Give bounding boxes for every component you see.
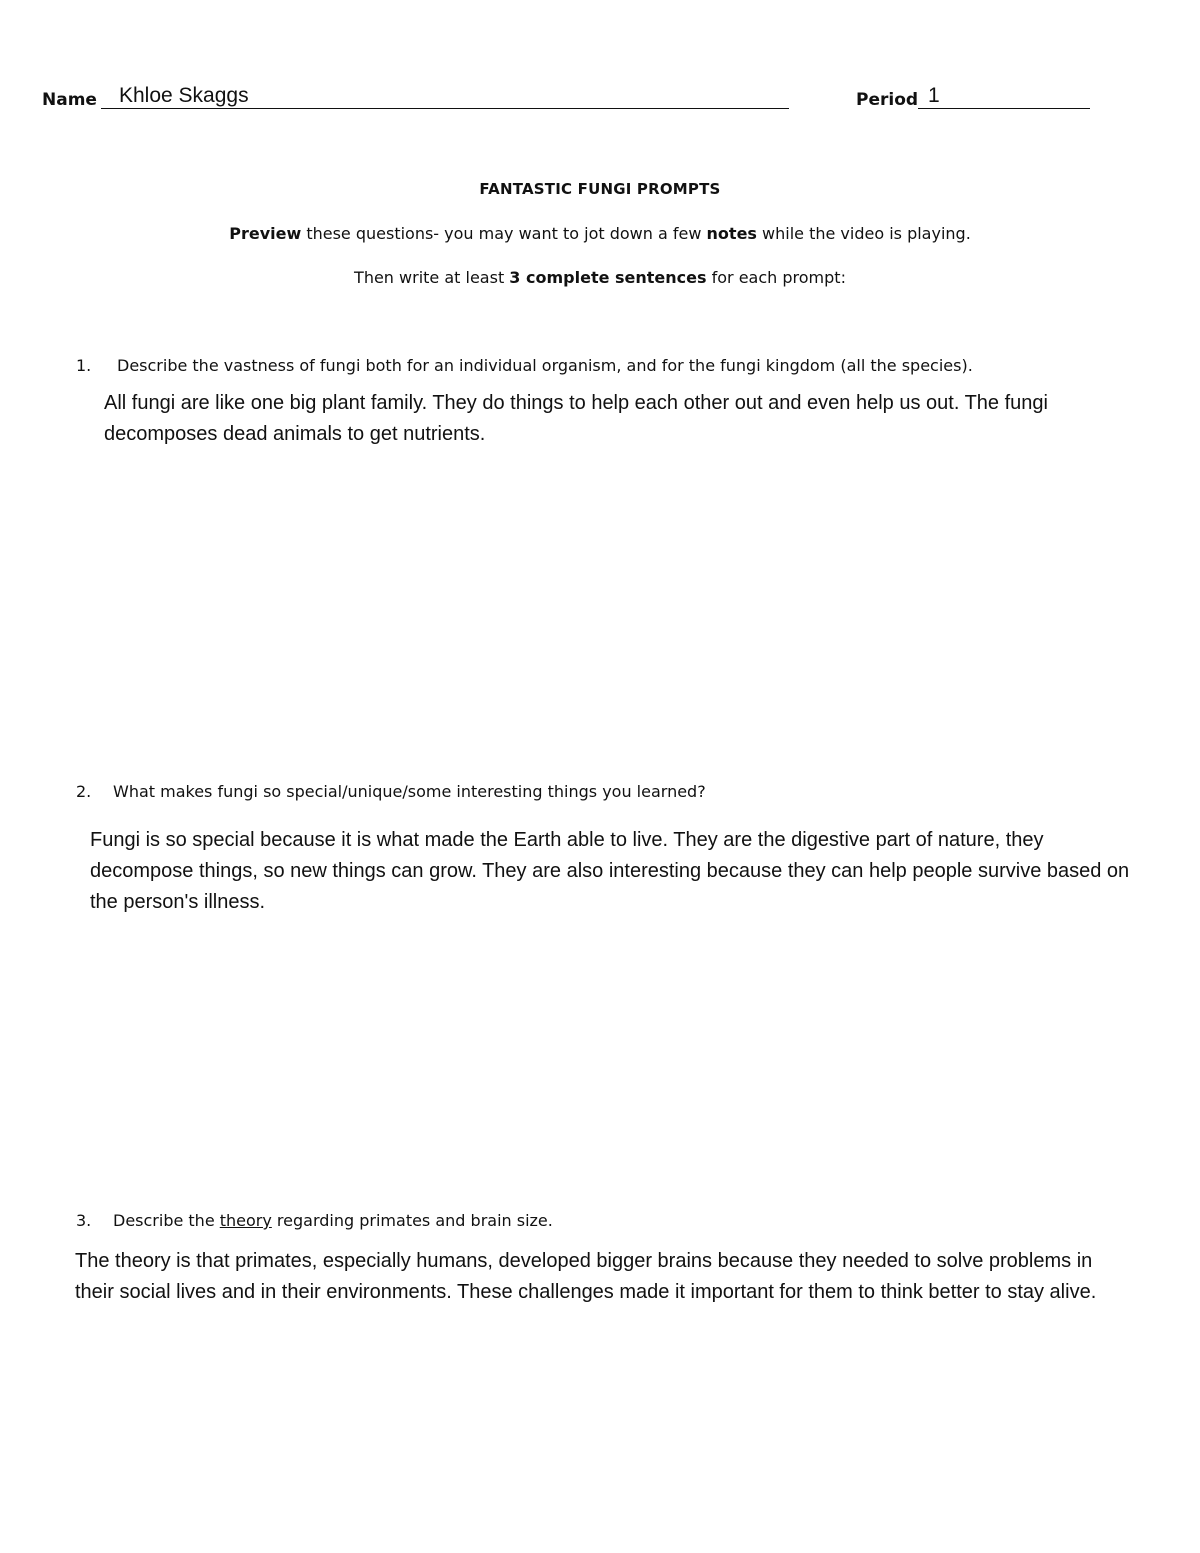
answer-line: their social lives and in their environments. These challenges made it important for them to think better to stay alive. — [75, 1281, 1097, 1303]
instruction-text: these questions- you may want to jot down a few — [301, 224, 707, 243]
notes-emphasis: notes — [706, 224, 757, 243]
prompt-3-number: 3. — [76, 1211, 92, 1230]
prompt-3-answer[interactable] — [75, 1246, 1096, 1308]
answer-line: Fungi is so special because it is what made the Earth able to live. They are the digestive part of nature, they — [90, 829, 1044, 851]
name-field[interactable] — [101, 84, 789, 109]
instruction-line-1 — [0, 224, 1200, 243]
theory-underlined: theory — [219, 1211, 272, 1230]
instruction-line-2 — [0, 268, 1200, 287]
answer-line: decompose things, so new things can grow. They are also interesting because they can help people survive based on — [90, 860, 1130, 882]
prompt-3-text-start: Describe the — [113, 1211, 220, 1230]
prompt-3-text-end: regarding primates and brain size. — [271, 1211, 553, 1230]
prompt-2-answer[interactable] — [90, 825, 1129, 918]
answer-line: decomposes dead animals to get nutrients. — [104, 423, 486, 445]
instruction-text: for each prompt: — [706, 268, 846, 287]
answer-line: All fungi are like one big plant family. They do things to help each other out and even help us out. The fungi — [104, 392, 1048, 414]
prompt-1-number: 1. — [76, 356, 92, 375]
sentence-count-emphasis: 3 complete sentences — [509, 268, 707, 287]
period-value: 1 — [928, 84, 940, 107]
instruction-text: while the video is playing. — [756, 224, 971, 243]
name-value: Khloe Skaggs — [119, 84, 249, 107]
worksheet-title: FANTASTIC FUNGI PROMPTS — [479, 180, 721, 198]
period-label: Period — [856, 90, 919, 110]
instruction-text: Then write at least — [354, 268, 510, 287]
prompt-1-text: Describe the vastness of fungi both for an individual organism, and for the fungi kingdom (all the species). — [117, 356, 973, 375]
answer-line: The theory is that primates, especially humans, developed bigger brains because they needed to solve problems in — [75, 1250, 1093, 1272]
period-field[interactable] — [918, 84, 1090, 109]
preview-emphasis: Preview — [229, 224, 302, 243]
prompt-1-answer[interactable] — [104, 388, 1048, 450]
answer-line: the person's illness. — [90, 891, 266, 913]
prompt-2-text: What makes fungi so special/unique/some interesting things you learned? — [113, 782, 706, 801]
name-label: Name — [42, 90, 97, 110]
prompt-2-number: 2. — [76, 782, 92, 801]
prompt-3-text — [113, 1211, 553, 1230]
